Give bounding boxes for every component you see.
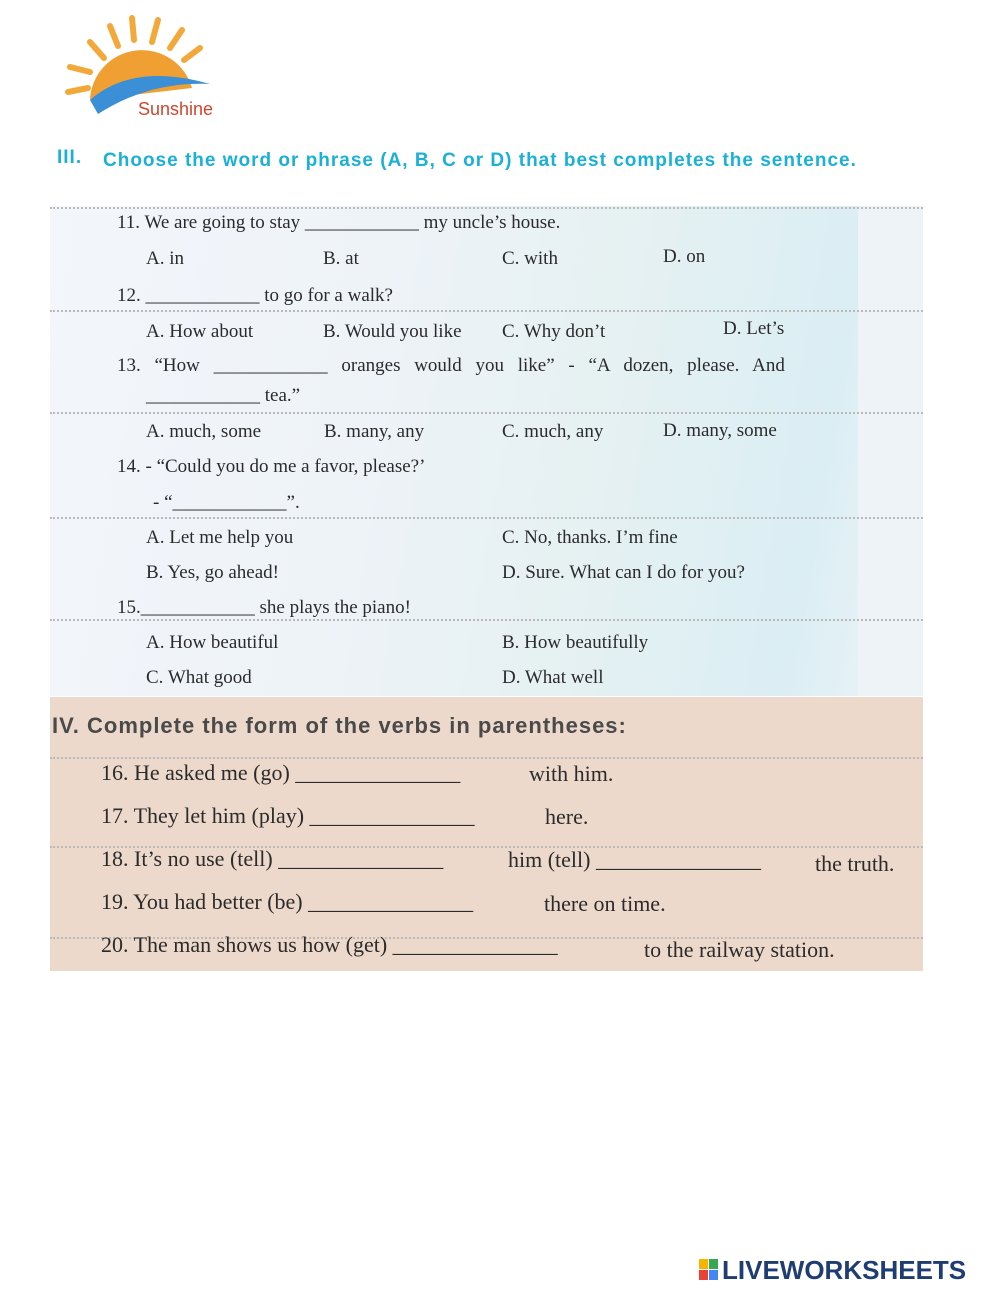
dotted-line <box>50 207 923 209</box>
question-18-end: the truth. <box>815 851 895 876</box>
option-a: A. much, some <box>146 421 262 442</box>
question-11: 11. We are going to stay ____________ my uncle’s house. <box>117 212 561 233</box>
option-b: B. many, any <box>324 421 425 442</box>
option-b: B. Would you like <box>323 321 462 342</box>
exercise-panel-iii <box>50 206 923 696</box>
question-16-end: with him. <box>529 761 614 786</box>
question-17: 17. They let him (play) _______________ <box>101 803 475 828</box>
dotted-line <box>50 310 923 312</box>
option-c: C. with <box>502 248 558 269</box>
question-15: 15.____________ she plays the piano! <box>117 597 411 618</box>
option-d: D. on <box>663 246 706 267</box>
question-18: 18. It’s no use (tell) _______________ <box>101 846 444 871</box>
question-19-end: there on time. <box>544 891 666 916</box>
liveworksheets-brand: LIVEWORKSHEETS <box>722 1254 967 1285</box>
question-17-end: here. <box>545 804 589 829</box>
question-14-continued: - “____________”. <box>153 492 300 513</box>
option-b: B. at <box>323 248 359 269</box>
dotted-line <box>50 757 923 759</box>
question-12: 12. ____________ to go for a walk? <box>117 285 393 306</box>
option-d: D. many, some <box>663 420 777 441</box>
liveworksheets-icon <box>699 1259 719 1281</box>
question-20: 20. The man shows us how (get) _______________ <box>101 932 558 957</box>
option-d: D. Sure. What can I do for you? <box>502 562 745 583</box>
section-iv-title: IV. Complete the form of the verbs in parentheses: <box>52 713 627 738</box>
option-a: A. How beautiful <box>146 632 279 653</box>
question-13-continued: ____________ tea.” <box>146 385 301 406</box>
option-d: D. Let’s <box>723 318 785 339</box>
liveworksheets-logo <box>699 1256 966 1284</box>
question-19: 19. You had better (be) _______________ <box>101 889 474 914</box>
option-d: D. What well <box>502 667 604 688</box>
option-a: A. Let me help you <box>146 527 294 548</box>
dotted-line <box>50 619 923 621</box>
dotted-line <box>50 517 923 519</box>
logo-text: Sunshine <box>138 99 214 119</box>
option-a: A. How about <box>146 321 254 342</box>
option-c: C. No, thanks. I’m fine <box>502 527 678 548</box>
question-14: 14. - “Could you do me a favor, please?’ <box>117 456 426 477</box>
question-20-end: to the railway station. <box>644 937 835 962</box>
option-c: C. What good <box>146 667 252 688</box>
question-13: 13. “How ____________ oranges would you like” - “A dozen, please. And <box>117 355 785 376</box>
question-16: 16. He asked me (go) _______________ <box>101 760 461 785</box>
panel-margin <box>858 206 923 696</box>
dotted-line <box>50 412 923 414</box>
option-c: C. much, any <box>502 421 604 442</box>
option-b: B. Yes, go ahead! <box>146 562 279 583</box>
section-instruction: Choose the word or phrase (A, B, C or D) that best completes the sentence. <box>103 150 857 171</box>
option-a: A. in <box>146 248 184 269</box>
section-number: III. <box>57 147 83 168</box>
option-b: B. How beautifully <box>502 632 649 653</box>
question-18-middle: him (tell) _______________ <box>508 847 761 872</box>
option-c: C. Why don’t <box>502 321 606 342</box>
